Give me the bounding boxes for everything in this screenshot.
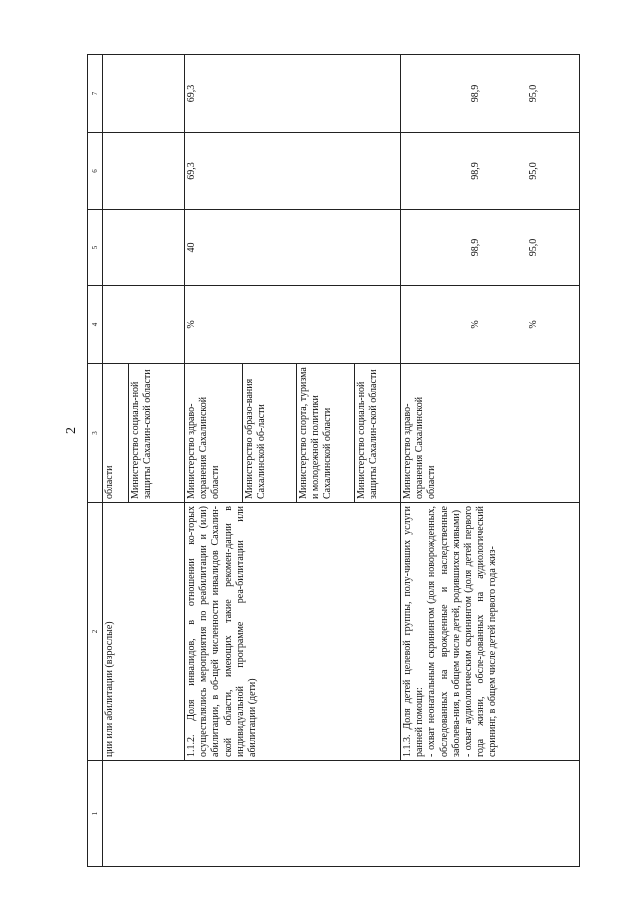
column-header: 5 [88, 210, 103, 286]
executor-cell: Министерство социаль-ной защиты Сахалин-ской области [355, 364, 401, 503]
page-number: 2 [64, 427, 79, 434]
executor-cell: Министерство здраво-охранения Сахалинской области [401, 364, 580, 503]
executor-cell: Министерство спорта, туризма и молодежной политики Сахалинской области [297, 364, 355, 503]
column-header: 3 [88, 364, 103, 503]
column-header-row [88, 55, 103, 867]
column-header: 6 [88, 133, 103, 210]
target-value: 95,0 [528, 162, 540, 180]
target-value: 98,9 [470, 238, 481, 257]
indicator-title: 1.1.3. Доля детей целевой группы, полу-чивших услуги ранней помощи: [402, 506, 426, 757]
column-header: 4 [88, 286, 103, 364]
target-value: 95,0 [528, 238, 540, 257]
executor-cell: Министерство социаль-ной защиты Сахалин-ской области [129, 364, 185, 503]
indicator-cell [401, 503, 580, 761]
value-cell [401, 133, 580, 210]
value-cell [103, 133, 185, 210]
unit-value: % [470, 320, 481, 329]
value-cell [401, 55, 580, 133]
executor-cell: области [103, 364, 129, 503]
unit-cell [103, 286, 185, 364]
target-value: 95,0 [528, 84, 540, 103]
unit-cell [401, 286, 580, 364]
executor-cell: Министерство образо-вания Сахалинской об-ласти [243, 364, 297, 503]
column-header: 1 [88, 761, 103, 867]
rotated-table-sheet [87, 55, 580, 867]
value-cell [103, 55, 185, 133]
indicator-cell: 1.1.2. Доля инвалидов, в отношении ко-торых осуществлялись мероприятия по реабилитации и (или) абилитации, в об-щей численности инвалидов Сахалин-ской области, имеющих такие рекомен-дации в индивидуальной программе реа-билитации или абилитации (дети) [185, 503, 401, 761]
table-row [185, 55, 243, 867]
table-row [103, 55, 129, 867]
column-header: 7 [88, 55, 103, 133]
indicator-cell: ции или абилитации (взрослые) [103, 503, 185, 761]
sub-indicator: - охват аудиологическим скринингом (доля детей первого года жизни, обсле-дованных на аудиологический скрининг, в общем числе детей первого года жиз- [462, 506, 499, 757]
value-cell: 69,3 [185, 133, 401, 210]
unit-value: % [528, 320, 540, 329]
sub-indicator: - охват неонатальным скринингом (доля новорожденных, обследованных на врожденные и наследственные заболева-ния, в общем числе детей, родившихся живыми) [426, 506, 462, 757]
blank-cell [103, 761, 580, 867]
value-cell: 69,3 [185, 55, 401, 133]
target-value: 98,9 [470, 84, 481, 103]
indicators-table [87, 54, 580, 867]
value-cell [103, 210, 185, 286]
value-cell: 40 [185, 210, 401, 286]
target-value: 98,9 [470, 162, 481, 180]
table-row [401, 55, 580, 867]
unit-cell: % [185, 286, 401, 364]
column-header: 2 [88, 503, 103, 761]
executor-cell: Министерство здраво-охранения Сахалинской области [185, 364, 243, 503]
value-cell [401, 210, 580, 286]
